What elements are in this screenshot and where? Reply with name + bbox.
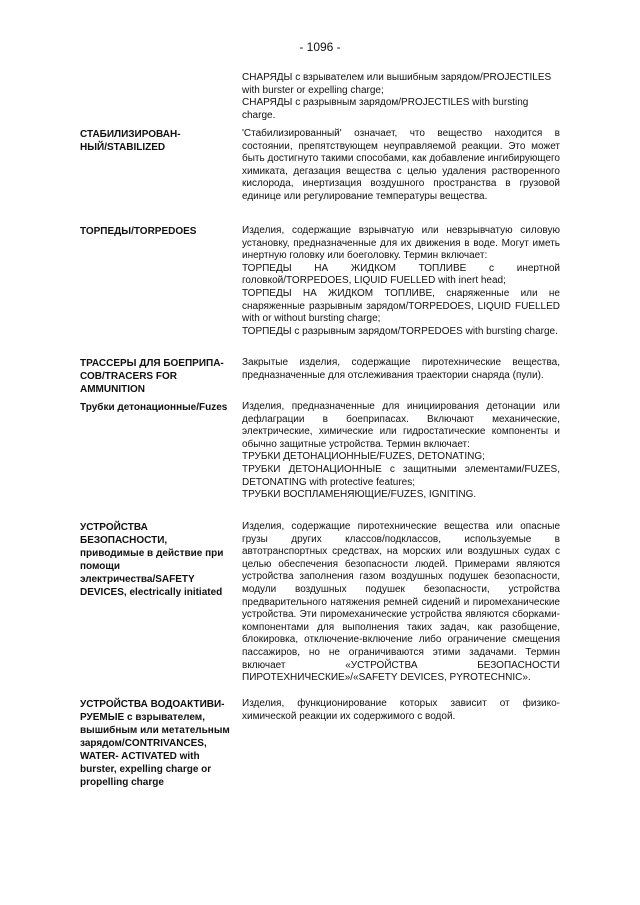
entry-term: Трубки детонационные/Fuzes	[80, 402, 228, 413]
definition-paragraph: Изделия, содержащие пиротехнические вещества или опасные грузы других классов/подклассов, используемые в автотранспортных средствах, на морских или воздушных судах с целью обеспечения безопасности людей. Примерами являются устройства заполнения газом воздушных подушек безопасности, модули воздушных подушек безопасности, устройства предварительного натяжения ремней сидений и пиромеханические устройства. Эти пиромеханические устройства являются сборками-компонентами для выполнения таких задач, как разобщение, блокировка, отключение-включение либо ограничение смещения пассажиров, но не ограничиваются этими задачами. Термин включает «УСТРОЙСТВА БЕЗОПАСНОСТИ ПИРОТЕХНИЧЕСКИЕ»/«SAFETY DEVICES, PYROTECHNIC».	[242, 521, 560, 684]
entry-term: ТРАССЕРЫ ДЛЯ БОЕПРИПА-СОВ/TRACERS FOR AMMUNITION	[80, 358, 224, 395]
entry-term: СТАБИЛИЗИРОВАН-НЫЙ/STABILIZED	[80, 129, 181, 153]
entry-term: УСТРОЙСТВА БЕЗОПАСНОСТИ, приводимые в действие при помощи электричества/SAFETY DEVICES, electrically initiated	[80, 522, 224, 598]
continued-definition	[242, 72, 560, 122]
definition-paragraph: Изделия, предназначенные для инициирования детонации или дефлаграции в боеприпасах. Включают механические, электрические, химические или гидростатические компоненты и обычно защитные устройства. Термин включает:	[242, 401, 560, 450]
entry-definition	[242, 128, 560, 204]
entry-definition	[242, 225, 560, 338]
definition-paragraph: ТОРПЕДЫ НА ЖИДКОМ ТОПЛИВЕ, снаряженные или не снаряженные разрывным зарядом/TORPEDOES, LIQUID FUELLED with or without bursting charge;	[242, 287, 560, 325]
definition-paragraph: ТРУБКИ ДЕТОНАЦИОННЫЕ/FUZES, DETONATING;	[242, 451, 485, 463]
definition-paragraph: СНАРЯДЫ с взрывателем или вышибным зарядом/PROJECTILES with burster or expelling charge;	[242, 72, 552, 96]
definition-paragraph: ТРУБКИ ВОСПЛАМЕНЯЮЩИЕ/FUZES, IGNITING.	[242, 489, 477, 501]
entry-definition	[242, 698, 560, 723]
definition-paragraph: ТРУБКИ ДЕТОНАЦИОННЫЕ с защитными элементами/FUZES, DETONATING with protective features;	[242, 463, 560, 488]
entry-definition	[242, 401, 560, 502]
entry-term: УСТРОЙСТВА ВОДОАКТИВИ-РУЕМЫЕ с взрывателем, вышибным или метательным зарядом/CONTRIVANCES, WATER- ACTIVATED with burster, expelling charge or propelling charge	[80, 699, 230, 788]
entry-term: ТОРПЕДЫ/TORPEDOES	[80, 226, 197, 237]
definition-paragraph: ТОРПЕДЫ с разрывным зарядом/TORPEDOES with bursting charge.	[242, 325, 558, 337]
definition-paragraph: Закрытые изделия, содержащие пиротехнические вещества, предназначенные для отслеживания траектории снаряда (пули).	[242, 357, 560, 381]
definition-paragraph: 'Стабилизированный' означает, что вещество находится в состоянии, препятствующем неуправляемой реакции. Это может быть достигнуто такими способами, как добавление ингибирующего химиката, дегазация вещества с целью удаления растворенного кислорода, инертизация воздушного пространства в грузовой единице или регулирование температуры вещества.	[242, 128, 560, 202]
definition-paragraph: Изделия, функционирование которых зависит от физико-химической реакции их содержимого с водой.	[242, 698, 560, 722]
definition-paragraph: СНАРЯДЫ с разрывным зарядом/PROJECTILES with bursting charge.	[242, 97, 529, 121]
definition-paragraph: Изделия, содержащие взрывчатую или невзрывчатую силовую установку, предназначенные для их движения в воде. Могут иметь инертную головку или боеголовку. Термин включает:	[242, 225, 560, 262]
entry-definition	[242, 357, 560, 382]
entry-definition	[242, 521, 560, 685]
definition-paragraph: ТОРПЕДЫ НА ЖИДКОМ ТОПЛИВЕ с инертной головкой/TORPEDOES, LIQUID FUELLED with inert head;	[242, 262, 560, 287]
page-number: - 1096 -	[299, 40, 341, 54]
